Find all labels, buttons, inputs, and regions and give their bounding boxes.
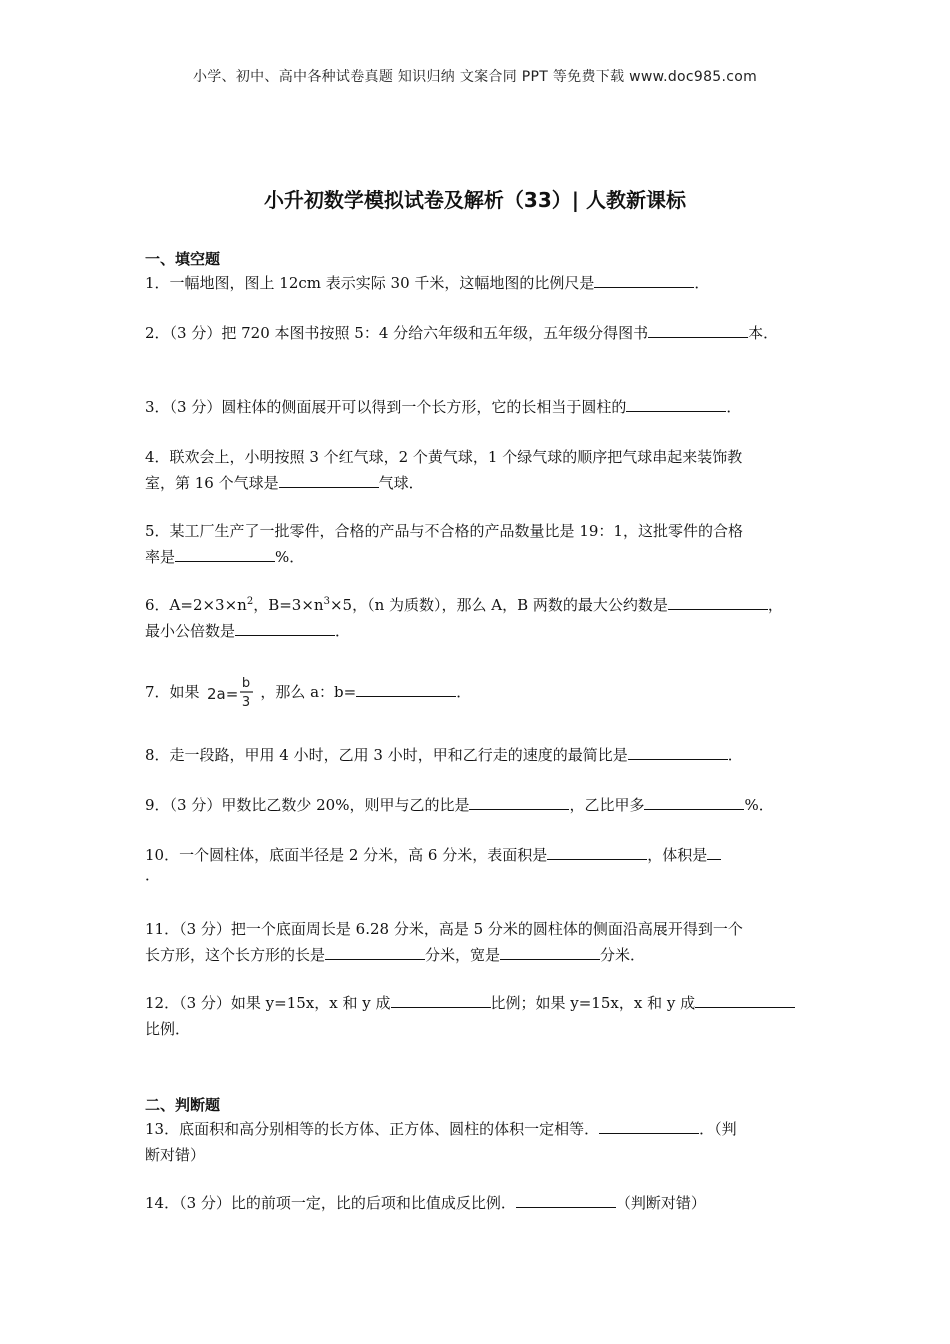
answer-blank[interactable] (500, 945, 600, 960)
question-4 (145, 444, 810, 496)
q12-text-a: 12．（3 分）如果 y=15x，x 和 y 成 (145, 994, 391, 1012)
q11-text-b: 分米，宽是 (425, 946, 501, 964)
q7-text-b: ，那么 a：b= (260, 683, 357, 701)
q5-end: %． (275, 548, 305, 566)
q8-end: ． (727, 746, 743, 764)
question-9 (145, 792, 810, 818)
question-10 (145, 842, 810, 882)
question-1 (145, 270, 810, 296)
formula-svg (206, 675, 258, 711)
question-3 (145, 394, 810, 420)
q6-exponent: 3 (323, 596, 330, 607)
q14-text-a: 14．（3 分）比的前项一定，比的后项和比值成反比例． (145, 1194, 516, 1212)
answer-blank[interactable] (668, 595, 768, 610)
formula-lhs: 2a= (207, 685, 239, 703)
q6-text-e: 最小公倍数是 (145, 622, 236, 640)
page-header: 小学、初中、高中各种试卷真题 知识归纳 文案合同 PPT 等免费下载 www.doc985.com (192, 69, 758, 85)
q6-text-a: 6．A=2×3×n (145, 596, 247, 614)
q9-text-b: ，乙比甲多 (569, 796, 645, 814)
q11-end: 分米． (600, 946, 646, 964)
answer-blank[interactable] (644, 795, 744, 810)
q2-text: 2．（3 分）把 720 本图书按照 5：4 分给六年级和五年级，五年级分得图书 (145, 324, 649, 342)
q4-end: 气球． (378, 474, 424, 492)
q8-text: 8．走一段路，甲用 4 小时，乙用 3 小时，甲和乙行走的速度的最简比是 (145, 746, 628, 764)
answer-blank[interactable] (279, 473, 379, 488)
q6-exponent: 2 (246, 596, 254, 607)
answer-blank[interactable] (707, 845, 721, 860)
answer-blank[interactable] (594, 273, 694, 288)
q12-text-b: 比例；如果 y=15x，x 和 y 成 (490, 994, 696, 1012)
answer-blank[interactable] (516, 1193, 616, 1208)
q9-end: %． (744, 796, 774, 814)
question-13 (145, 1116, 810, 1168)
question-2 (145, 320, 810, 346)
question-11 (145, 916, 810, 968)
section-fill-blank: 一、填空题 (145, 250, 221, 268)
section-true-false: 二、判断题 (145, 1096, 221, 1114)
q6-end: ． (335, 622, 351, 640)
q6-text-c: ×5，（n 为质数），那么 A，B 两数的最大公约数是 (329, 596, 668, 614)
q1-text: 1．一幅地图，图上 12cm 表示实际 30 千米，这幅地图的比例尺是 (145, 274, 595, 292)
answer-blank[interactable] (547, 845, 647, 860)
q6-text-d: ， (767, 596, 783, 614)
answer-blank[interactable] (469, 795, 569, 810)
answer-blank[interactable] (599, 1119, 699, 1134)
question-12 (145, 990, 810, 1042)
q7-end: ． (456, 683, 472, 701)
q9-text-a: 9．（3 分）甲数比乙数少 20%，则甲与乙的比是 (145, 796, 470, 814)
question-5 (145, 518, 810, 570)
answer-blank[interactable] (695, 993, 795, 1008)
q5-text: 率是 (145, 548, 176, 566)
q5-line1: 5．某工厂生产了一批零件，合格的产品与不合格的产品数量比是 19：1，这批零件的合格 (145, 522, 743, 540)
formula-numerator: b (242, 676, 251, 691)
q13-text-a: 13．底面积和高分别相等的长方体、正方体、圆柱的体积一定相等． (145, 1120, 600, 1138)
answer-blank[interactable] (356, 682, 456, 697)
q13-text-b: ．（判 (699, 1120, 737, 1138)
formula-denominator: 3 (242, 695, 251, 710)
q3-text: 3．（3 分）圆柱体的侧面展开可以得到一个长方形，它的长相当于圆柱的 (145, 398, 627, 416)
answer-blank[interactable] (391, 993, 491, 1008)
q4-text: 室，第 16 个气球是 (145, 474, 279, 492)
q12-end: 比例． (145, 1020, 191, 1038)
q3-end: ． (726, 398, 742, 416)
answer-blank[interactable] (626, 397, 726, 412)
answer-blank[interactable] (325, 945, 425, 960)
page-title: 小升初数学模拟试卷及解析（33）| 人教新课标 (263, 188, 687, 212)
q10-end: ． (145, 866, 161, 884)
question-8 (145, 742, 810, 768)
q10-text-b: ，体积是 (647, 846, 708, 864)
question-6 (145, 592, 810, 644)
answer-blank[interactable] (175, 547, 275, 562)
q14-end: （判断对错） (615, 1194, 706, 1212)
q13-end: 断对错） (145, 1146, 206, 1164)
formula-image (206, 675, 258, 711)
q4-line1: 4．联欢会上，小明按照 3 个红气球，2 个黄气球，1 个绿气球的顺序把气球串起来装饰教 (145, 448, 743, 466)
question-7 (145, 672, 810, 712)
q6-text-b: ，B=3×n (253, 596, 324, 614)
answer-blank[interactable] (648, 323, 748, 338)
q7-text-a: 7．如果 (145, 683, 200, 701)
q11-text-a: 长方形，这个长方形的长是 (145, 946, 326, 964)
q10-text-a: 10．一个圆柱体，底面半径是 2 分米，高 6 分米，表面积是 (145, 846, 548, 864)
answer-blank[interactable] (628, 745, 728, 760)
q1-end: ． (694, 274, 710, 292)
q2-end: 本． (748, 324, 779, 342)
answer-blank[interactable] (235, 621, 335, 636)
q11-line1: 11．（3 分）把一个底面周长是 6.28 分米，高是 5 分米的圆柱体的侧面沿高展开得到一个 (145, 920, 743, 938)
question-14 (145, 1190, 810, 1216)
